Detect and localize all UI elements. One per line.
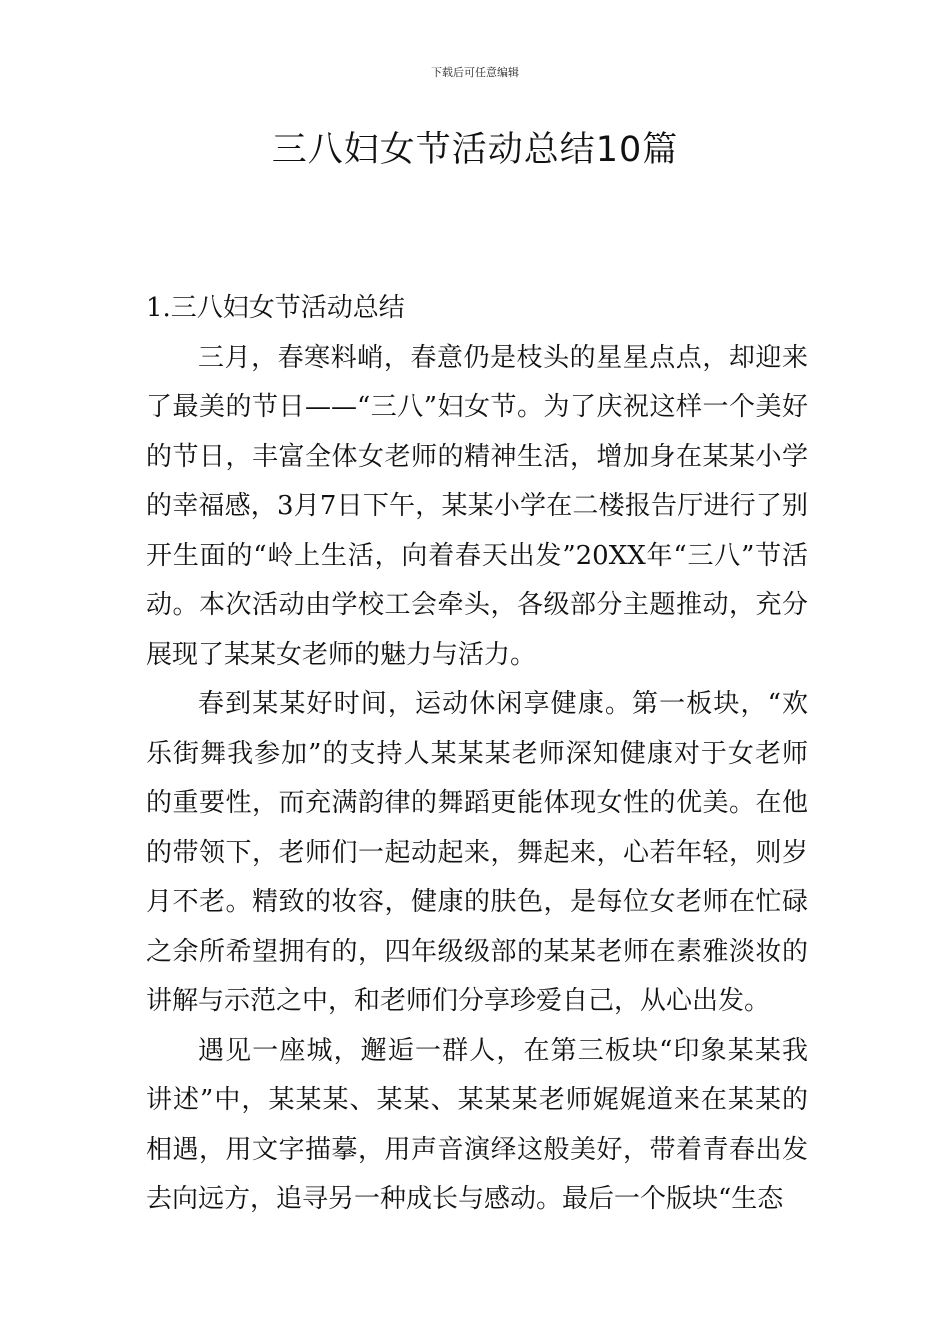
paragraph-2: 春到某某好时间，运动休闲享健康。第一板块，“欢乐街舞我参加”的支持人某某某老师深知健康对于女老师的重要性，而充满韵律的舞蹈更能体现女性的优美。在他的带领下，老师们一起动起来，舞起来，心若年轻，则岁月不老。精致的妆容，健康的肤色，是每位女老师在忙碌之余所希望拥有的，四年级级部的某某老师在素雅淡妆的讲解与示范之中，和老师们分享珍爱自己，从心出发。	[146, 689, 808, 1016]
header-note: 下载后可任意编辑	[431, 66, 519, 79]
document-body	[146, 284, 808, 1225]
section-heading: 1.三八妇女节活动总结	[146, 293, 405, 323]
document-title: 三八妇女节活动总结10篇	[271, 130, 679, 170]
paragraph-3: 遇见一座城，邂逅一群人，在第三板块“印象某某我讲述”中，某某某、某某、某某某老师娓娓道来在某某的相遇，用文字描摹，用声音演绎这般美好，带着青春出发去向远方，追寻另一种成长与感动。最后一个版块“生态	[146, 1035, 808, 1214]
paragraph-1: 三月，春寒料峭，春意仍是枝头的星星点点，却迎来了最美的节日——“三八”妇女节。为了庆祝这样一个美好的节日，丰富全体女老师的精神生活，增加身在某某小学的幸福感，3月7日下午，某某小学在二楼报告厅进行了别开生面的“岭上生活，向着春天出发”20XX年“三八”节活动。本次活动由学校工会牵头，各级部分主题推动，充分展现了某某女老师的魅力与活力。	[146, 342, 808, 670]
